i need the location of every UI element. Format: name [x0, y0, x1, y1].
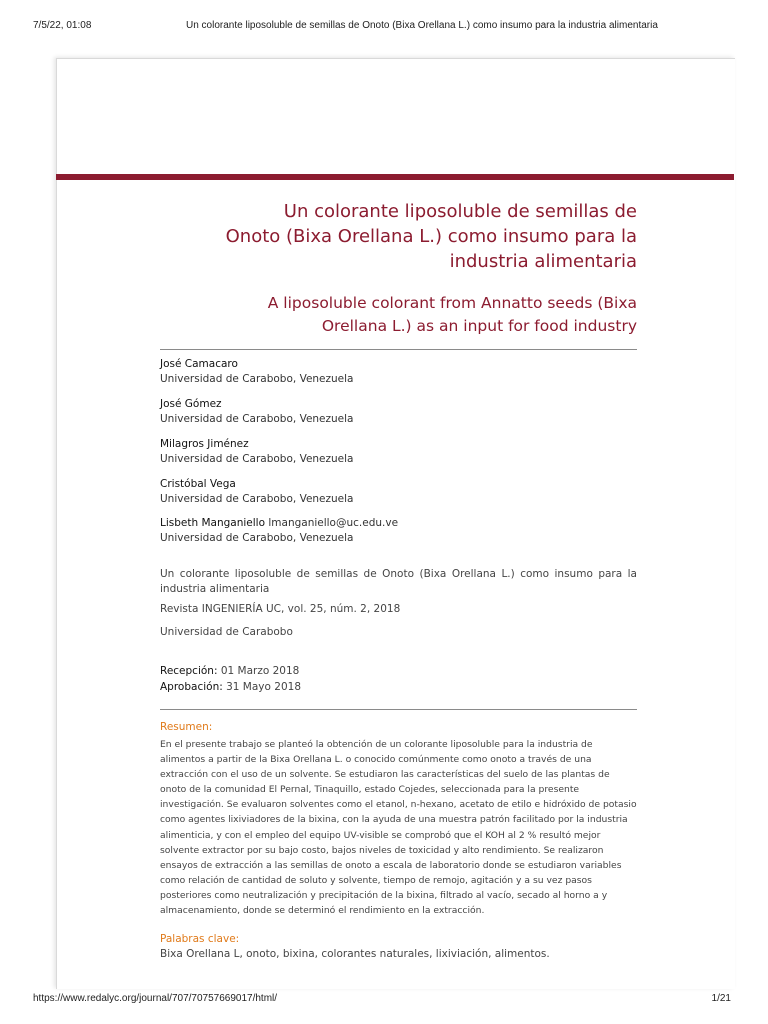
- author-entry: [160, 477, 354, 507]
- abstract-heading: Resumen:: [160, 721, 213, 733]
- approval-label: Aprobación:: [160, 680, 223, 693]
- abstract-line: ensayos de extracción a las semillas de onoto a escala de laboratorio donde se estudiaron variables: [160, 859, 622, 871]
- print-url: https://www.redalyc.org/journal/707/70757669017/html/: [33, 993, 278, 1004]
- article-dates: [160, 664, 301, 695]
- abstract-line: onoto de la comunidad El Pernal, Tinaquillo, estado Cojedes, seleccionada para la presente: [160, 784, 580, 796]
- title-es-line: Onoto (Bixa Orellana L.) como insumo para la: [225, 226, 637, 247]
- article-title-es: [220, 199, 637, 274]
- title-en-line: A liposoluble colorant from Annatto seeds (Bixa: [267, 294, 637, 312]
- author-name[interactable]: José Gómez: [160, 398, 222, 410]
- citation-journal: Revista INGENIERÍA UC, vol. 25, núm. 2, 2018: [160, 603, 401, 615]
- print-page-title: Un colorante liposoluble de semillas de Onoto (Bixa Orellana L.) como insumo para la industria alimentaria: [186, 20, 658, 31]
- divider: [160, 709, 637, 710]
- reception-label: Recepción:: [160, 665, 218, 677]
- abstract-line: extracción con el uso de un solvente. Se estudiaron las características del suelo de las plantas de: [160, 769, 610, 781]
- divider: [160, 349, 637, 350]
- author-entry: [160, 397, 354, 427]
- keywords-heading: Palabras clave:: [160, 933, 240, 945]
- citation-title: Un colorante liposoluble de semillas de Onoto (Bixa Orellana L.) como insumo para la industria alimentaria: [160, 568, 637, 595]
- author-email-link[interactable]: lmanganiello@uc.edu.ve: [268, 517, 399, 529]
- reception-value: 01 Marzo 2018: [220, 665, 300, 677]
- author-entry: [160, 437, 354, 467]
- abstract-line: En el presente trabajo se planteó la obtención de un colorante liposoluble para la industria de: [160, 739, 593, 750]
- author-name[interactable]: Cristóbal Vega: [160, 478, 236, 490]
- keywords-text: Bixa Orellana L, onoto, bixina, colorantes naturales, lixiviación, alimentos.: [160, 948, 550, 960]
- abstract-line: almacenamiento, donde se determinó el rendimiento en la extracción.: [160, 905, 485, 917]
- approval-date: [160, 680, 301, 696]
- print-page-number: 1/21: [711, 993, 731, 1004]
- abstract-line: alimentos a partir de la Bixa Orellana L. o conocido comúnmente como onoto a través de una: [160, 754, 592, 766]
- citation-university: Universidad de Carabobo: [160, 626, 293, 638]
- author-affiliation: Universidad de Carabobo, Venezuela: [160, 453, 354, 465]
- title-es-line: industria alimentaria: [449, 251, 637, 272]
- abstract-line: alimenticia, y con el empleo del equipo UV-visible se comprobó que el KOH al 2 % resultó mejor: [160, 829, 601, 841]
- print-datetime: 7/5/22, 01:08: [33, 20, 92, 31]
- author-name[interactable]: Milagros Jiménez: [160, 438, 249, 450]
- author-entry: [160, 516, 398, 546]
- abstract-line: investigación. Se evaluaron solventes como el etanol, n-hexano, acetato de etilo e hidróxido de potasio: [160, 799, 637, 811]
- title-en-line: Orellana L.) as an input for food industry: [321, 317, 637, 335]
- abstract-line: posteriores como neutralización y precipitación de la bixina, filtrado al vacío, secado al horno a y: [160, 889, 608, 901]
- author-entry: [160, 357, 354, 387]
- author-affiliation: Universidad de Carabobo, Venezuela: [160, 413, 354, 425]
- article-title-en: [240, 292, 637, 338]
- author-name[interactable]: José Camacaro: [160, 358, 238, 370]
- header-accent-bar: [56, 174, 734, 180]
- abstract-line: como relación de cantidad de soluto y solvente, tiempo de remojo, agitación y a su vez pasos: [160, 874, 592, 886]
- reception-date: [160, 664, 301, 680]
- author-name[interactable]: Lisbeth Manganiello: [160, 517, 266, 529]
- approval-value: 31 Mayo 2018: [226, 680, 301, 693]
- author-affiliation: Universidad de Carabobo, Venezuela: [160, 532, 354, 544]
- abstract-line: solvente extractor por su bajo costo, bajos niveles de toxicidad y alto rendimiento. Se realizaron: [160, 844, 604, 856]
- author-affiliation: Universidad de Carabobo, Venezuela: [160, 373, 354, 385]
- abstract-line: como agentes lixiviadores de la bixina, con la ayuda de una muestra patrón facilitado por la industria: [160, 814, 628, 826]
- abstract-text: [160, 737, 637, 918]
- title-es-line: Un colorante liposoluble de semillas de: [283, 201, 637, 222]
- author-affiliation: Universidad de Carabobo, Venezuela: [160, 493, 354, 505]
